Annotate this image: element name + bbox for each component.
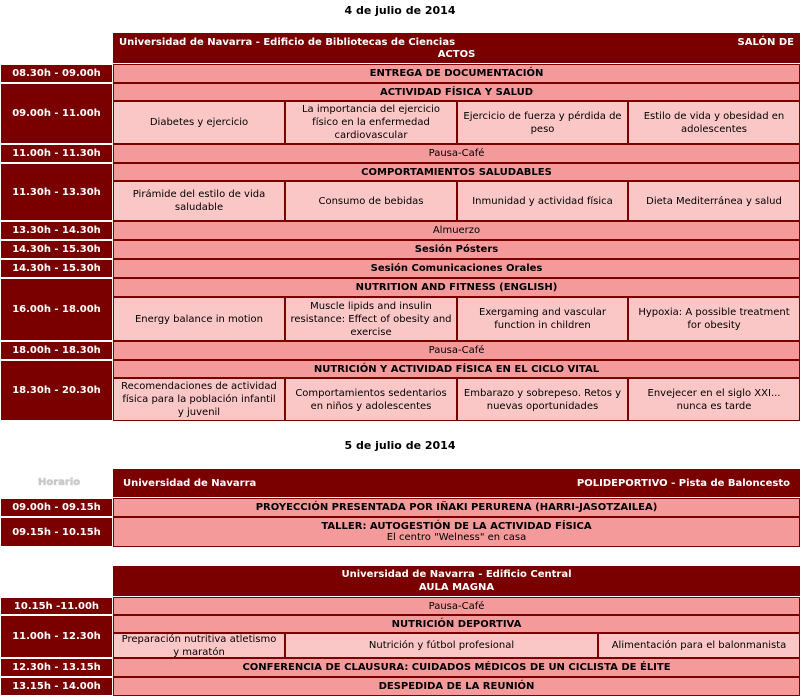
time-slot: 10.15h -11.00h [0, 597, 113, 615]
block-title: NUTRITION AND FITNESS (ENGLISH) [113, 278, 800, 297]
session-cell: Exergaming and vascular function in children [457, 297, 628, 341]
break-bar: Pausa-Café [113, 144, 800, 163]
day2-title: 5 de julio de 2014 [344, 439, 456, 452]
time-slot: 09.00h - 09.15h [0, 498, 113, 517]
day2-room-name: POLIDEPORTIVO - Pista de Baloncesto [576, 478, 790, 489]
session-cell: La importancia del ejercicio físico en la enfermedad cardiovascular [285, 101, 457, 144]
session-bar: ENTREGA DE DOCUMENTACIÓN [113, 64, 800, 83]
session-cell: Envejecer en el siglo XXI... nunca es tarde [628, 378, 800, 421]
time-slot: 14.30h - 15.30h [0, 259, 113, 278]
session-bar: Sesión Comunicaciones Orales [113, 259, 800, 278]
time-slot: 13.30h - 14.30h [0, 221, 113, 240]
session-cell: Embarazo y sobrepeso. Retos y nuevas oportunidades [457, 378, 628, 421]
block-title: ACTIVIDAD FÍSICA Y SALUD [113, 83, 800, 101]
session-cell: Recomendaciones de actividad física para la población infantil y juvenil [113, 378, 285, 421]
session-bar: PROYECCIÓN PRESENTADA POR IÑAKI PERURENA (HARRI-JASOTZAILEA) [113, 498, 800, 517]
session-cell: Alimentación para el balonmanista [598, 633, 800, 658]
session-cell: Muscle lipids and insulin resistance: Effect of obesity and exercise [285, 297, 457, 341]
day1-venue-header [113, 33, 800, 63]
session-cell: Energy balance in motion [113, 297, 285, 341]
day1-venue-name: Universidad de Navarra - Edificio de Bibliotecas de Ciencias [119, 37, 456, 48]
time-slot: 16.00h - 18.00h [0, 278, 113, 341]
day1-room-name-line2: ACTOS [437, 49, 476, 60]
time-slot: 11.00h - 11.30h [0, 144, 113, 163]
block-title: NUTRICIÓN DEPORTIVA [113, 615, 800, 633]
day2-venue2-header [113, 566, 800, 596]
time-slot: 09.15h - 10.15h [0, 517, 113, 547]
session-bar: DESPEDIDA DE LA REUNIÓN [113, 677, 800, 696]
day1-title: 4 de julio de 2014 [344, 4, 456, 17]
session-cell: Dieta Mediterránea y salud [628, 181, 800, 221]
time-slot: 18.00h - 18.30h [0, 341, 113, 360]
block-title: NUTRICIÓN Y ACTIVIDAD FÍSICA EN EL CICLO VITAL [113, 360, 800, 378]
workshop-subtitle: El centro "Welness" en casa [386, 532, 527, 543]
session-cell: Preparación nutritiva atletismo y maratón [113, 633, 285, 658]
session-bar: Sesión Pósters [113, 240, 800, 259]
time-slot: 08.30h - 09.00h [0, 64, 113, 83]
break-bar: Pausa-Café [113, 341, 800, 360]
day2-venue2-room: AULA MAGNA [418, 582, 495, 593]
break-bar: Almuerzo [113, 221, 800, 240]
time-slot: 13.15h - 14.00h [0, 677, 113, 696]
workshop-bar [113, 517, 800, 547]
session-cell: Ejercicio de fuerza y pérdida de peso [457, 101, 628, 144]
session-cell: Nutrición y fútbol profesional [285, 633, 598, 658]
session-cell: Inmunidad y actividad física [457, 181, 628, 221]
session-cell: Pirámide del estilo de vida saludable [113, 181, 285, 221]
break-bar: Pausa-Café [113, 597, 800, 615]
session-cell: Comportamientos sedentarios en niños y adolescentes [285, 378, 457, 421]
session-cell: Consumo de bebidas [285, 181, 457, 221]
time-slot: 09.00h - 11.00h [0, 83, 113, 144]
session-cell: Diabetes y ejercicio [113, 101, 285, 144]
day2-venue2-name: Universidad de Navarra - Edificio Central [341, 569, 572, 580]
session-cell: Estilo de vida y obesidad en adolescentes [628, 101, 800, 144]
block-title: COMPORTAMIENTOS SALUDABLES [113, 163, 800, 181]
day2-venue-name: Universidad de Navarra [123, 478, 257, 489]
session-bar: CONFERENCIA DE CLAUSURA: CUIDADOS MÉDICOS DE UN CICLISTA DE ÉLITE [113, 658, 800, 677]
time-slot: 14.30h - 15.30h [0, 240, 113, 259]
schedule-column-label: Horario [38, 477, 81, 488]
session-cell: Hypoxia: A possible treatment for obesity [628, 297, 800, 341]
time-slot: 18.30h - 20.30h [0, 360, 113, 421]
time-slot: 12.30h - 13.15h [0, 658, 113, 677]
day2-venue-header [113, 469, 800, 497]
workshop-title: TALLER: AUTOGESTIÓN DE LA ACTIVIDAD FÍSICA [321, 521, 592, 532]
day1-room-name: SALÓN DE [737, 37, 794, 48]
time-slot: 11.30h - 13.30h [0, 163, 113, 221]
time-slot: 11.00h - 12.30h [0, 615, 113, 658]
